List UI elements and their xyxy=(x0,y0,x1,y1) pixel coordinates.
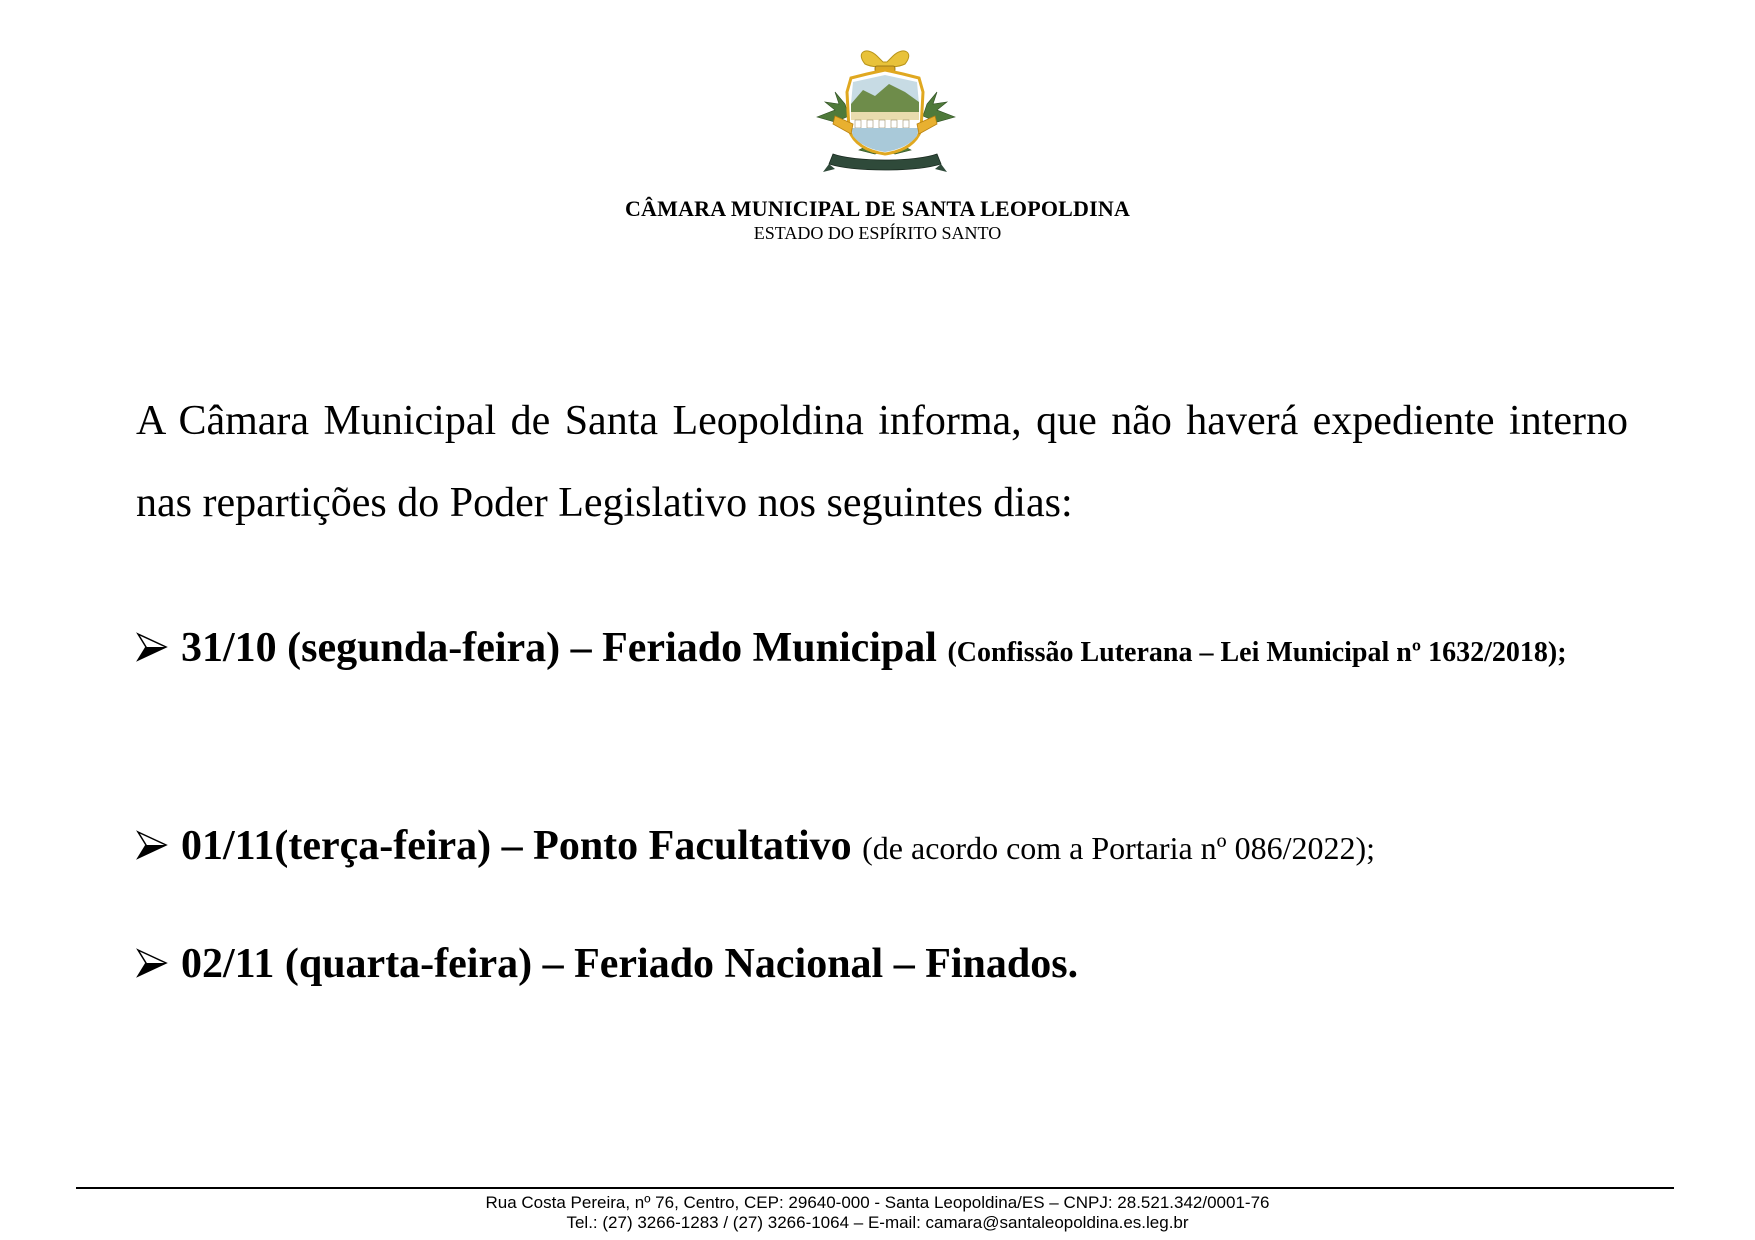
intro-paragraph: A Câmara Municipal de Santa Leopoldina informa, que não haverá expediente interno nas repartições do Poder Legislativo nos seguintes dias: xyxy=(136,398,1628,526)
list-item xyxy=(136,810,1628,884)
list-item-text xyxy=(181,810,1628,884)
organization-title: CÂMARA MUNICIPAL DE SANTA LEOPOLDINA xyxy=(624,196,1131,221)
arrowhead-bullet-icon xyxy=(136,830,168,860)
list-item-main: 01/11(terça-feira) – Ponto Facultativo xyxy=(181,823,863,869)
coat-of-arms-icon xyxy=(805,42,965,177)
footer-contact: Tel.: (27) 3266-1283 / (27) 3266-1064 – E-mail: camara@santaleopoldina.es.leg.br xyxy=(566,1213,1189,1232)
organization-subtitle: ESTADO DO ESPÍRITO SANTO xyxy=(753,223,1002,243)
arrowhead-bullet-icon xyxy=(136,948,168,978)
arrowhead-bullet-icon xyxy=(136,632,168,662)
list-item-main: 31/10 (segunda-feira) – Feriado Municipal xyxy=(181,625,948,671)
list-item-text xyxy=(181,612,1628,689)
footer-address: Rua Costa Pereira, nº 76, Centro, CEP: 29640-000 - Santa Leopoldina/ES – CNPJ: 28.521.342/0001-76 xyxy=(485,1193,1270,1212)
list-item xyxy=(136,612,1628,689)
list-item-main: 02/11 (quarta-feira) – Feriado Nacional – Finados. xyxy=(181,941,1079,987)
list-item-text xyxy=(181,928,1628,1000)
list-item xyxy=(136,928,1628,1000)
list-item-note: (de acordo com a Portaria nº 086/2022); xyxy=(862,830,1376,866)
list-item-note: (Confissão Luterana – Lei Municipal nº 1632/2018); xyxy=(947,637,1567,668)
footer-divider xyxy=(76,1187,1674,1189)
